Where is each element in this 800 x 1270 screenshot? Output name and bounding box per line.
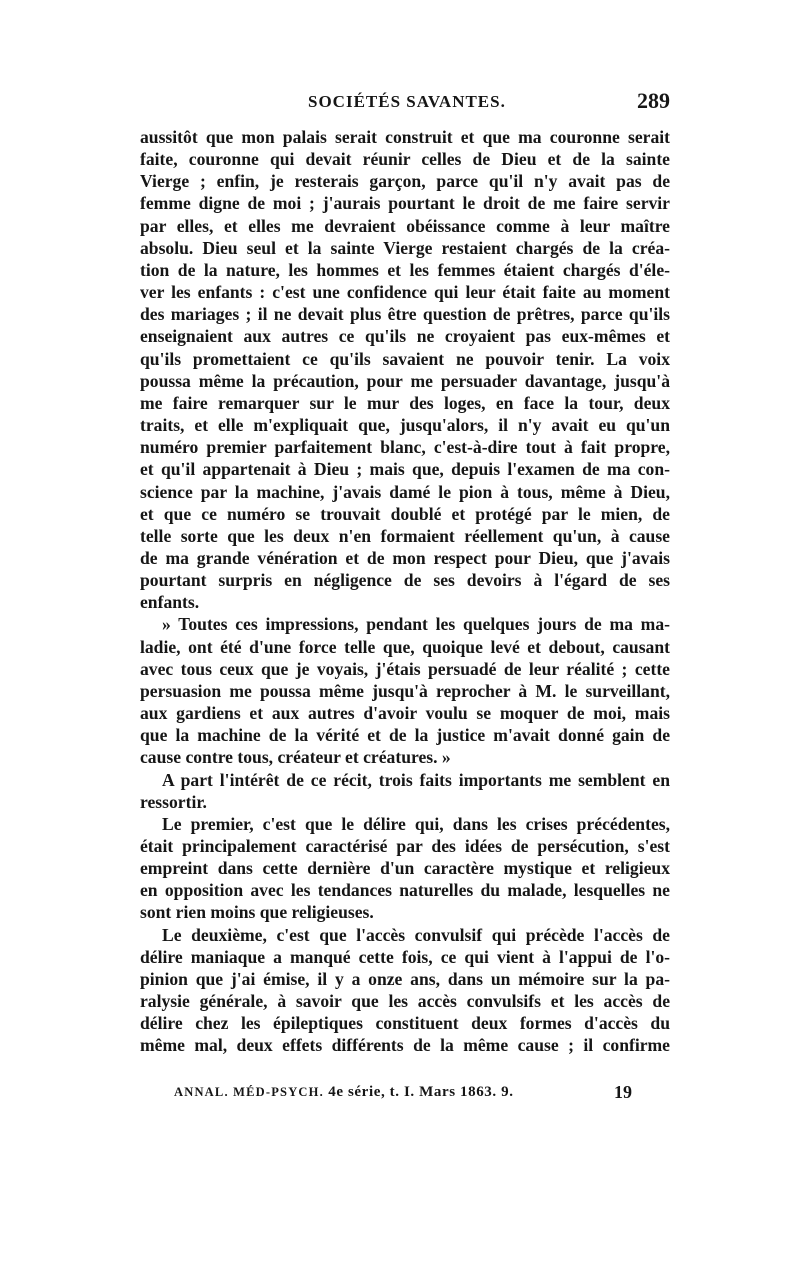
text-line: ver les enfants : c'est une confidence qui leur était faite au moment	[140, 282, 670, 303]
text-line: me faire remarquer sur le mur des loges, en face la tour, deux	[140, 392, 670, 413]
text-line: ladie, ont été d'une force telle que, quoique levé et debout, causant	[140, 636, 670, 657]
footer	[174, 1082, 632, 1106]
text-line: aussitôt que mon palais serait construit et que ma couronne serait	[140, 127, 670, 147]
running-head	[140, 88, 670, 118]
text-line: persuasion me poussa même jusqu'à reprocher à M. le surveillant,	[140, 680, 670, 701]
text-line: numéro premier parfaitement blanc, c'est-à-dire tout à fait propre,	[140, 437, 670, 458]
text-line: science par la machine, j'avais damé le pion à tous, même à Dieu,	[140, 481, 670, 502]
text-line: de ma grande vénération et de mon respect pour Dieu, que j'avais	[140, 547, 670, 568]
text-line: que la machine de la vérité et de la justice m'avait donné gain de	[140, 725, 670, 746]
text-line: Le premier, c'est que le délire qui, dans les crises précédentes,	[162, 813, 670, 834]
text-line: traits, et elle m'expliquait que, jusqu'alors, il n'y avait eu qu'un	[140, 415, 670, 436]
text-line: enfants.	[140, 592, 200, 613]
text-line: pinion que j'ai émise, il y a onze ans, dans un mémoire sur la pa-	[140, 968, 670, 989]
text-line: même mal, deux effets différents de la même cause ; il confirme	[140, 1035, 670, 1056]
text-line: sont rien moins que religieuses.	[140, 902, 374, 923]
text-line: femme digne de moi ; j'aurais pourtant le droit de me faire servir	[140, 193, 670, 214]
text-line: cause contre tous, créateur et créatures. »	[140, 747, 451, 768]
text-line: était principalement caractérisé par des idées de persécution, s'est	[140, 836, 670, 856]
text-line: Vierge ; enfin, je resterais garçon, parce qu'il n'y avait pas de	[140, 171, 670, 192]
page-number: 289	[637, 88, 670, 113]
text-line: qu'ils promettaient ce qu'ils savaient ne pouvoir tenir. La voix	[140, 348, 670, 369]
text-line: par elles, et elles me devraient obéissance comme à leur maître	[140, 215, 670, 236]
text-line: pourtant surpris en négligence de ses devoirs à l'égard de ses	[140, 570, 670, 591]
text-line: telle sorte que les deux n'en formaient réellement qu'un, à cause	[140, 525, 670, 546]
text-line: enseignaient aux autres ce qu'ils ne croyaient pas eux-mêmes et	[140, 326, 670, 347]
text-line: des mariages ; il ne devait plus être question de prêtres, parce qu'ils	[140, 304, 670, 325]
body-text	[140, 126, 670, 1057]
text-line: » Toutes ces impressions, pendant les quelques jours de ma ma-	[162, 614, 670, 635]
text-line: avec tous ceux que je voyais, j'étais persuadé de leur réalité ; cette	[140, 658, 670, 679]
journal-citation	[174, 1084, 514, 1101]
text-line: Le deuxième, c'est que l'accès convulsif qui précède l'accès de	[162, 924, 670, 945]
running-title: SOCIÉTÉS SAVANTES.	[308, 92, 506, 111]
text-line: en opposition avec les tendances naturelles du malade, lesquelles ne	[140, 880, 670, 901]
text-line: ralysie générale, à savoir que les accès convulsifs et les accès de	[140, 991, 670, 1012]
text-line: empreint dans cette dernière d'un caractère mystique et religieux	[140, 858, 670, 879]
text-line: aux gardiens et aux autres d'avoir voulu se moquer de moi, mais	[140, 703, 670, 724]
text-line: poussa même la précaution, pour me persuader davantage, jusqu'à	[140, 370, 670, 391]
text-line: tion de la nature, les hommes et les femmes étaient chargés d'éle-	[140, 259, 670, 280]
text-line: faite, couronne qui devait réunir celles de Dieu et de la sainte	[140, 149, 670, 170]
signature-mark: 19	[614, 1082, 632, 1102]
series-info: 4e série, t. I. Mars 1863. 9.	[328, 1084, 514, 1100]
text-line: et qu'il appartenait à Dieu ; mais que, depuis l'examen de ma con-	[140, 459, 670, 480]
text-line: délire maniaque a manqué cette fois, ce qui vient à l'appui de l'o-	[140, 946, 670, 967]
text-line: délire chez les épileptiques constituent deux formes d'accès du	[140, 1013, 670, 1034]
text-line: absolu. Dieu seul et la sainte Vierge restaient chargés de la créa-	[140, 237, 670, 258]
text-line: ressortir.	[140, 791, 207, 812]
text-line: A part l'intérêt de ce récit, trois faits importants me semblent en	[162, 769, 670, 790]
journal-abbrev: ANNAL. MÉD-PSYCH.	[174, 1085, 324, 1099]
text-line: et que ce numéro se trouvait doublé et protégé par le mien, de	[140, 503, 670, 524]
